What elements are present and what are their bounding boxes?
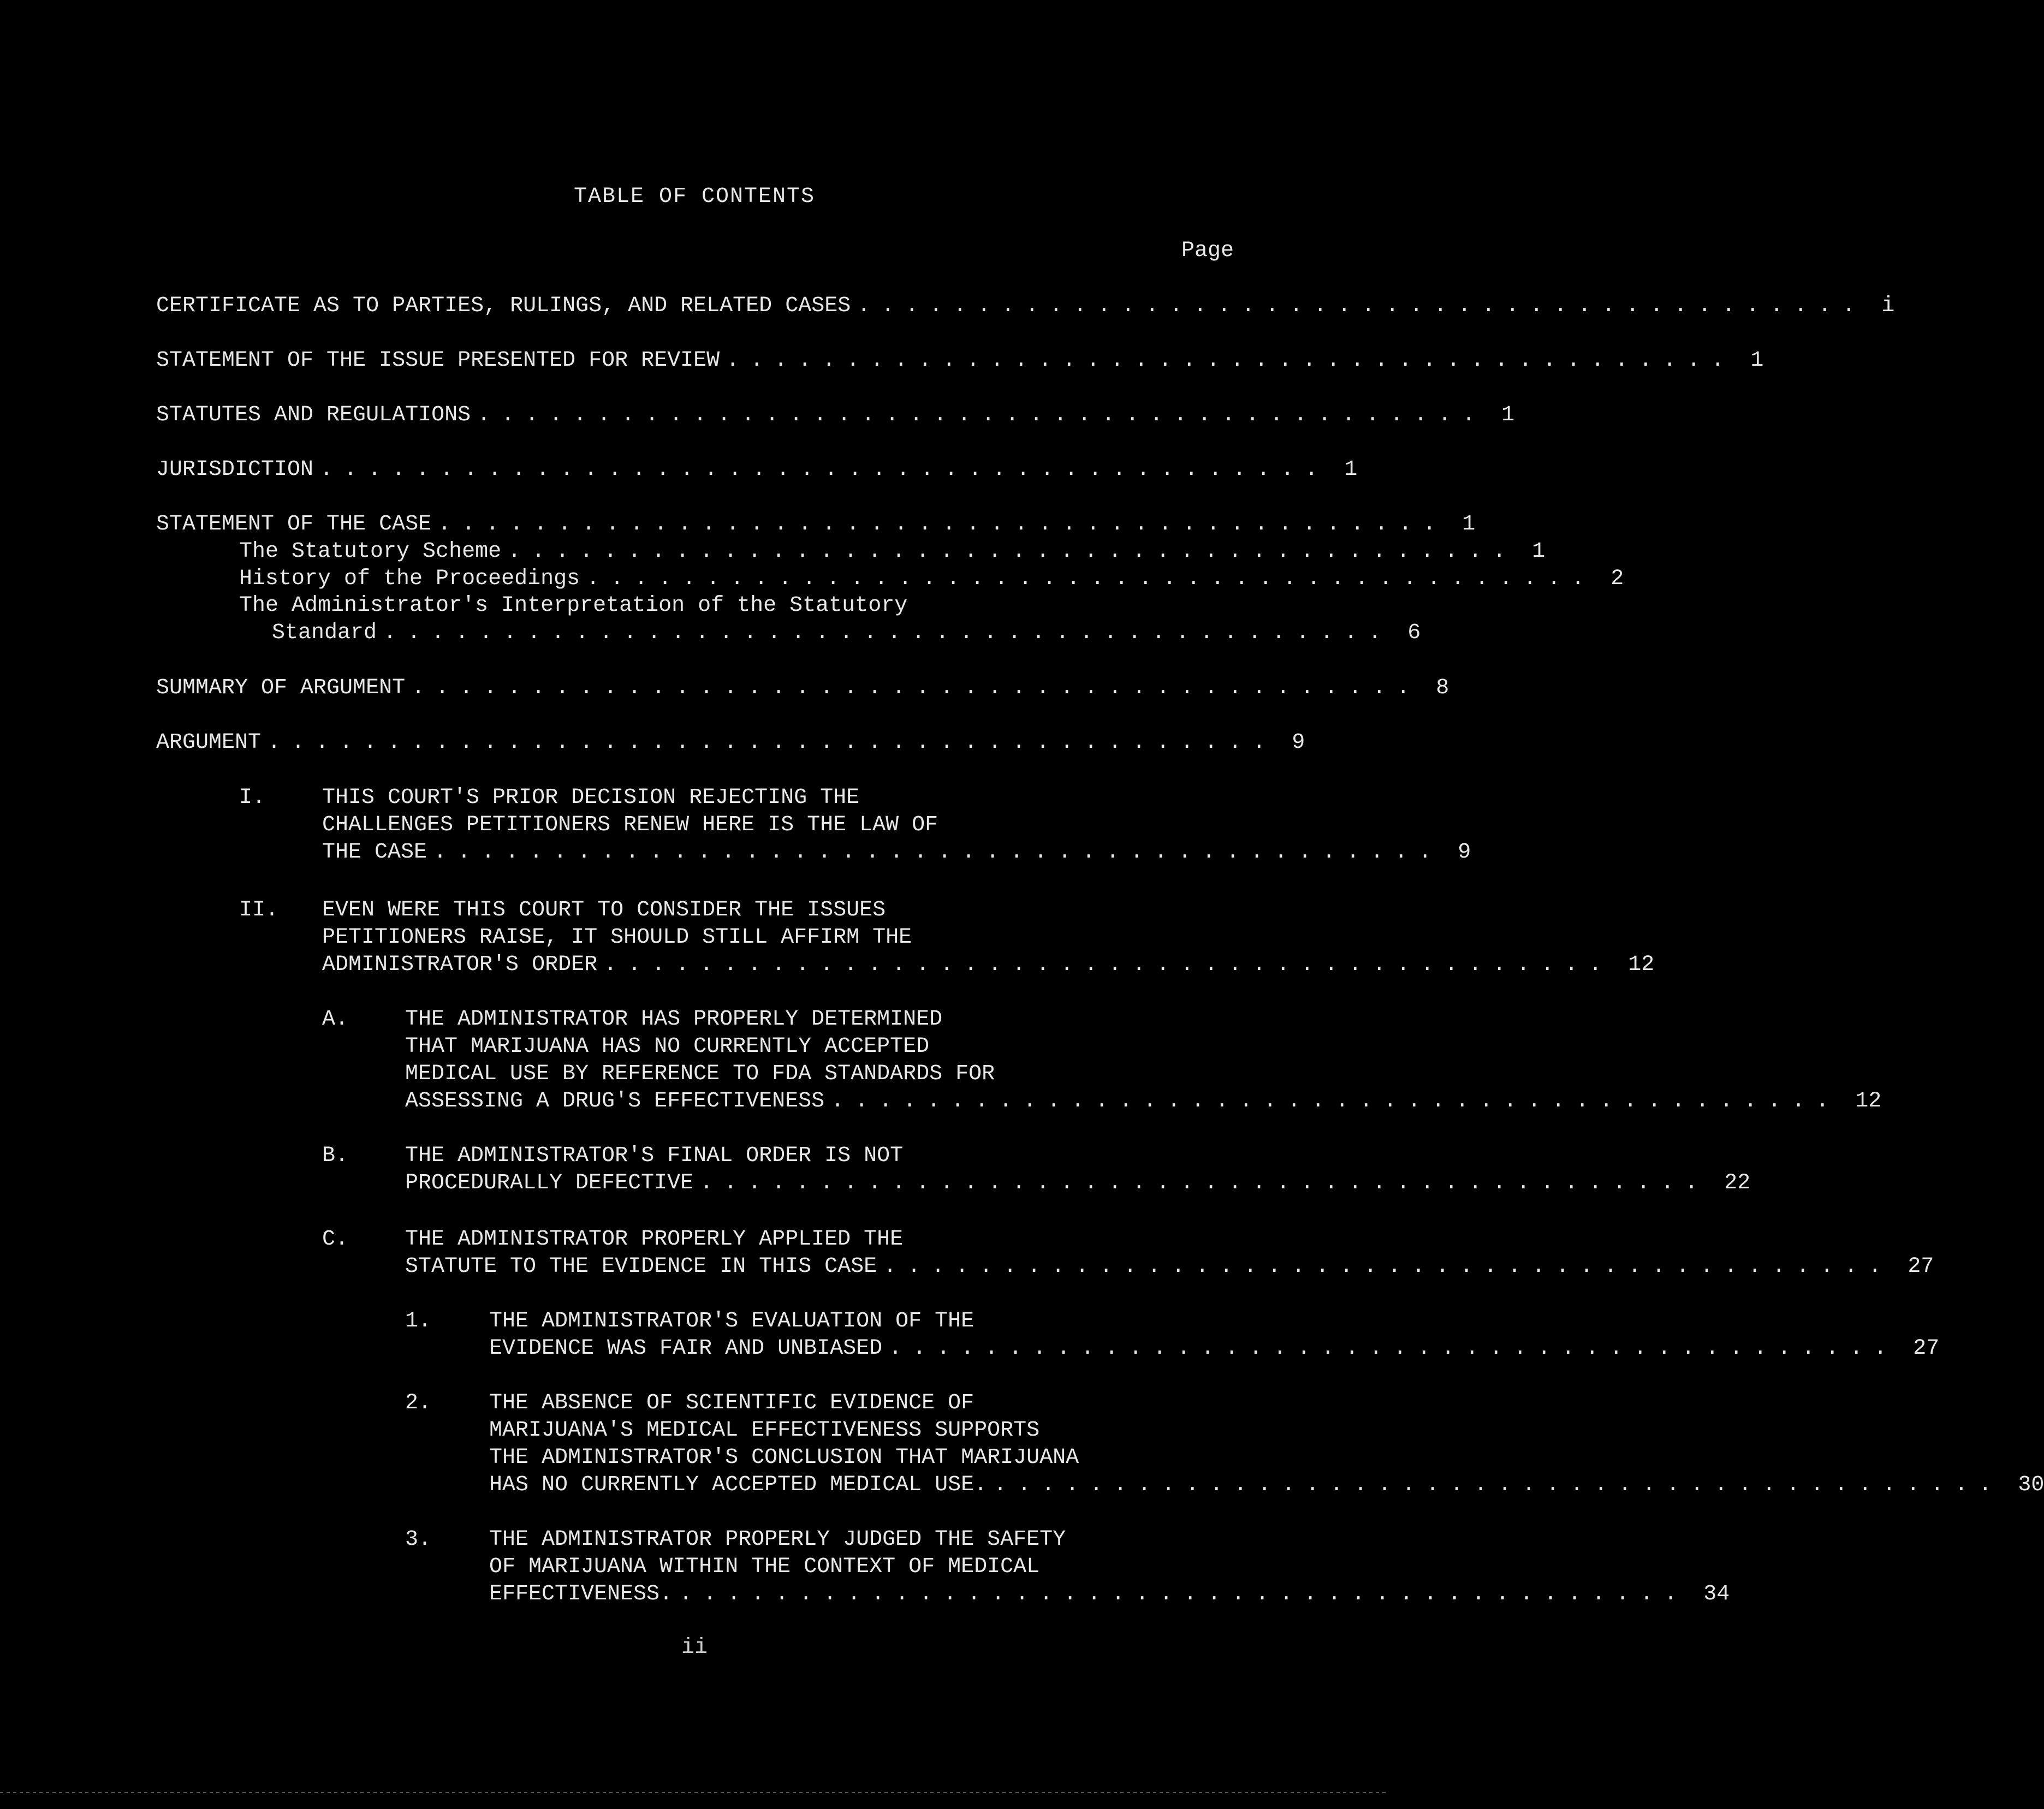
toc-entry-applied-statute — [405, 1253, 1934, 1281]
toc-page-number: 12 — [1628, 953, 1655, 977]
toc-entry-text: EVIDENCE WAS FAIR AND UNBIASED — [489, 1336, 883, 1361]
toc-entry-line: THE ADMINISTRATOR'S EVALUATION OF THE — [489, 1309, 975, 1334]
toc-entry-text: ADMINISTRATOR'S ORDER — [322, 953, 598, 977]
toc-page-number: 8 — [1436, 676, 1449, 700]
toc-entry-issue — [156, 347, 1764, 374]
toc-page-number: 30 — [2018, 1473, 2044, 1497]
toc-entry-procedurally-defective — [405, 1170, 1751, 1197]
toc-page-number: i — [1881, 294, 1895, 318]
toc-entry-text: THE CASE — [322, 840, 427, 865]
leader-dots: .......................................... — [268, 730, 1277, 755]
leader-dots: .......................................... — [889, 1336, 1898, 1361]
toc-page-number: 34 — [1703, 1582, 1730, 1606]
toc-page-number: 12 — [1855, 1089, 1882, 1114]
leader-dots: .......................................... — [679, 1582, 1689, 1606]
leader-dots: .......................................... — [438, 512, 1447, 537]
section-label: C. — [322, 1227, 349, 1252]
toc-page-number: 1 — [1750, 348, 1764, 373]
toc-entry-text: EFFECTIVENESS. — [489, 1582, 673, 1606]
toc-entry-jurisdiction — [156, 456, 1358, 484]
toc-entry-line: PETITIONERS RAISE, IT SHOULD STILL AFFIRM THE — [322, 925, 912, 950]
toc-entry-line: THAT MARIJUANA HAS NO CURRENTLY ACCEPTED — [405, 1034, 930, 1059]
toc-page-number: 27 — [1908, 1254, 1934, 1279]
leader-dots: .......................................... — [320, 457, 1329, 482]
toc-entry-fda-standards — [405, 1088, 1882, 1115]
toc-entry-certificate — [156, 293, 1895, 320]
section-label: 2. — [405, 1391, 432, 1415]
toc-page-number: 1 — [1344, 457, 1358, 482]
toc-entry-interpretation — [272, 620, 1421, 647]
toc-entry-text: The Statutory Scheme — [239, 539, 502, 564]
toc-entry-summary — [156, 675, 1449, 702]
leader-dots: .......................................... — [831, 1089, 1840, 1114]
toc-page-number: 27 — [1913, 1336, 1940, 1361]
scan-artifact-line — [0, 1792, 1389, 1793]
toc-entry-argument — [156, 729, 1305, 757]
toc-entry-line: THE ABSENCE OF SCIENTIFIC EVIDENCE OF — [489, 1391, 975, 1415]
toc-entry-text: JURISDICTION — [156, 457, 314, 482]
toc-entry-text: Standard — [272, 621, 377, 645]
toc-entry-affirm-order — [322, 951, 1655, 979]
leader-dots: .......................................... — [383, 621, 1393, 645]
page-column-heading: Page — [1181, 239, 1234, 263]
toc-entry-line: EVEN WERE THIS COURT TO CONSIDER THE ISSUES — [322, 898, 886, 923]
toc-entry-line: OF MARIJUANA WITHIN THE CONTEXT OF MEDICAL — [489, 1555, 1040, 1579]
section-label: I. — [239, 786, 266, 810]
toc-entry-line: MEDICAL USE BY REFERENCE TO FDA STANDARDS FOR — [405, 1062, 995, 1086]
toc-entry-line: THE ADMINISTRATOR PROPERLY APPLIED THE — [405, 1227, 904, 1252]
leader-dots: .......................................... — [604, 953, 1613, 977]
toc-entry-statement-of-case — [156, 511, 1476, 538]
toc-entry-text: STATEMENT OF THE CASE — [156, 512, 432, 537]
toc-entry-text: CERTIFICATE AS TO PARTIES, RULINGS, AND RELATED CASES — [156, 294, 851, 318]
leader-dots: .......................................... — [700, 1171, 1709, 1195]
leader-dots: .......................................... — [508, 539, 1517, 564]
leader-dots: .......................................... — [857, 294, 1867, 318]
toc-entry-text: History of the Proceedings — [239, 567, 580, 591]
toc-entry-statutes — [156, 402, 1515, 429]
toc-entry-text: ASSESSING A DRUG'S EFFECTIVENESS — [405, 1089, 825, 1114]
toc-page-number: 1 — [1462, 512, 1476, 537]
leader-dots: .......................................... — [433, 840, 1443, 865]
leader-dots: .......................................... — [412, 676, 1421, 700]
toc-entry-law-of-case — [322, 839, 1471, 866]
leader-dots: .......................................... — [477, 403, 1487, 427]
toc-entry-line: THE ADMINISTRATOR'S CONCLUSION THAT MARIJUANA — [489, 1445, 1079, 1470]
leader-dots: .......................................... — [994, 1473, 2003, 1497]
leader-dots: .......................................... — [726, 348, 1736, 373]
toc-entry-text: STATEMENT OF THE ISSUE PRESENTED FOR REVIEW — [156, 348, 720, 373]
toc-entry-interpretation-line: The Administrator's Interpretation of the Statutory — [239, 593, 908, 618]
toc-title: TABLE OF CONTENTS — [573, 185, 816, 209]
toc-entry-line: CHALLENGES PETITIONERS RENEW HERE IS THE LAW OF — [322, 813, 938, 837]
toc-entry-history — [239, 566, 1624, 593]
toc-entry-line: THE ADMINISTRATOR HAS PROPERLY DETERMINED — [405, 1007, 943, 1032]
leader-dots: .......................................... — [586, 567, 1596, 591]
toc-entry-text: STATUTES AND REGULATIONS — [156, 403, 471, 427]
toc-entry-line: MARIJUANA'S MEDICAL EFFECTIVENESS SUPPORTS — [489, 1418, 1040, 1443]
section-label: 1. — [405, 1309, 432, 1334]
toc-page-number: 6 — [1407, 621, 1421, 645]
toc-page-number: 22 — [1724, 1171, 1751, 1195]
leader-dots: .......................................... — [883, 1254, 1893, 1279]
section-label: 3. — [405, 1527, 432, 1552]
toc-entry-text: PROCEDURALLY DEFECTIVE — [405, 1171, 694, 1195]
toc-page-number: 9 — [1292, 730, 1305, 755]
toc-entry-text: ARGUMENT — [156, 730, 262, 755]
toc-entry-text: STATUTE TO THE EVIDENCE IN THIS CASE — [405, 1254, 877, 1279]
toc-entry-statutory-scheme — [239, 538, 1546, 566]
toc-page-number: 9 — [1458, 840, 1471, 865]
toc-entry-no-accepted-use — [489, 1472, 2044, 1499]
toc-page-number: 2 — [1611, 567, 1624, 591]
toc-entry-text: SUMMARY OF ARGUMENT — [156, 676, 406, 700]
page-number-footer: ii — [681, 1635, 708, 1660]
toc-entry-safety — [489, 1581, 1730, 1608]
toc-entry-line: THE ADMINISTRATOR PROPERLY JUDGED THE SAFETY — [489, 1527, 1066, 1552]
toc-entry-line: THIS COURT'S PRIOR DECISION REJECTING THE — [322, 786, 860, 810]
section-label: A. — [322, 1007, 349, 1032]
toc-entry-fair-unbiased — [489, 1335, 1940, 1362]
toc-page-number: 1 — [1532, 539, 1546, 564]
toc-entry-line: THE ADMINISTRATOR'S FINAL ORDER IS NOT — [405, 1144, 904, 1168]
toc-entry-text: HAS NO CURRENTLY ACCEPTED MEDICAL USE. — [489, 1473, 988, 1497]
section-label: II. — [239, 898, 279, 923]
section-label: B. — [322, 1144, 349, 1168]
toc-page-number: 1 — [1501, 403, 1515, 427]
